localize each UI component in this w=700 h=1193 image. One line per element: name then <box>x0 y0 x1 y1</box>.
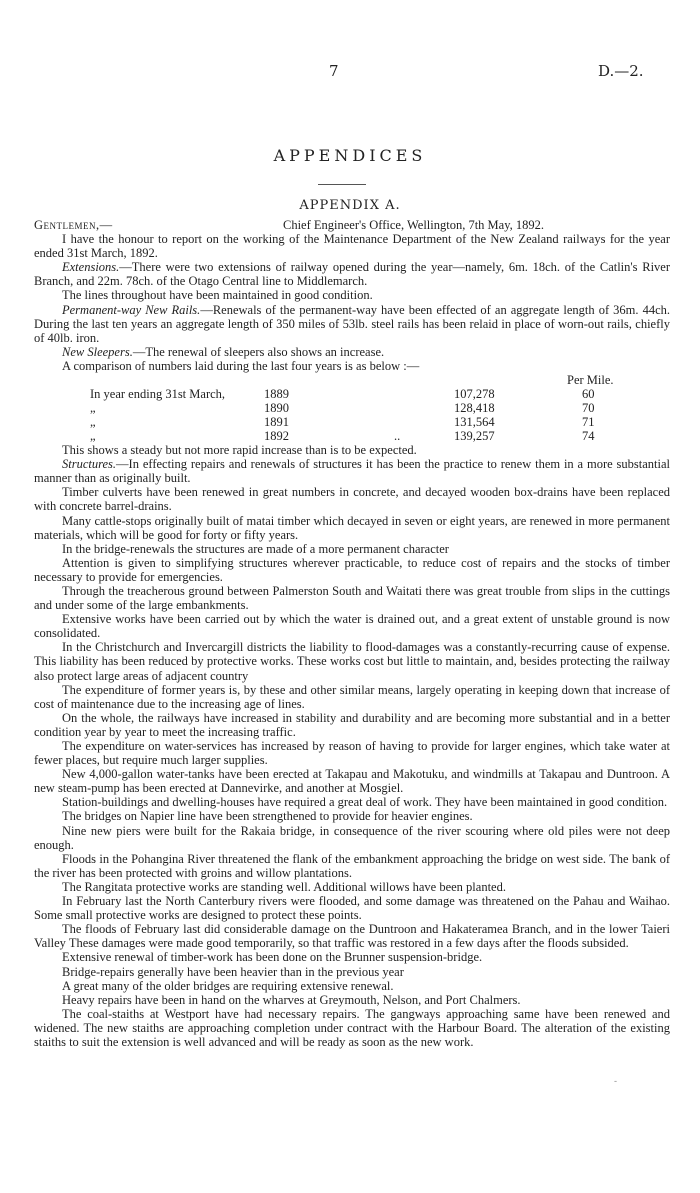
paragraph-text: Heavy repairs have been in hand on the wharves at Greymouth, Nelson, and Port Chalmers. <box>62 992 521 1007</box>
paragraph <box>34 359 670 373</box>
paragraph-text: —The renewal of sleepers also shows an increase. <box>132 344 385 359</box>
paragraph-heading: Extensions. <box>62 260 120 275</box>
paragraph-group-b <box>34 443 670 1049</box>
paragraph <box>34 345 670 359</box>
paragraph <box>34 965 670 979</box>
row-count: 139,257 <box>454 429 495 444</box>
document-id: D.—2. <box>598 62 644 80</box>
paragraph <box>34 922 670 950</box>
table-row <box>34 429 670 443</box>
paragraph <box>34 457 670 485</box>
dateline: Chief Engineer's Office, Wellington, 7th May, 1892. <box>283 218 545 232</box>
paragraph <box>34 612 670 640</box>
paragraph-text: The lines throughout have been maintained in good condition. <box>62 288 373 303</box>
row-year: 1891 <box>264 415 289 430</box>
page-title: APPENDICES <box>273 146 427 165</box>
paragraph <box>34 824 670 852</box>
paragraph-text: This shows a steady but not more rapid increase than is to be expected. <box>62 443 417 458</box>
row-per-mile: 74 <box>582 429 595 444</box>
paragraph <box>34 556 670 584</box>
paragraph-text: Extensive renewal of timber-work has been done on the Brunner suspension-bridge. <box>62 950 483 965</box>
paragraph-group-a <box>34 232 670 373</box>
paragraph-text: Bridge-repairs generally have been heavier than in the previous year <box>62 964 404 979</box>
salutation: Gentlemen,— <box>34 218 113 232</box>
paragraph-text: —Renewals of the permanent-way have been effected of an aggregate length of 36m. 44ch. During the last ten years an aggregate length of 350 miles of 53lb. steel rails has been relaid in place of worn-out rails, chiefly of 40lb. iron. <box>34 302 670 345</box>
paragraph-heading: New Sleepers. <box>62 344 133 359</box>
paragraph-text: The expenditure of former years is, by these and other similar means, largely operating in keeping down that increase of cost of maintenance due to the increasing age of lines. <box>34 682 670 711</box>
paragraph <box>34 1007 670 1049</box>
paragraph <box>34 303 670 345</box>
paragraph <box>34 260 670 288</box>
row-count: 107,278 <box>454 387 495 402</box>
paragraph-text: The coal-staiths at Westport have had necessary repairs. The gangways approaching same have been renewed and widened. The new staiths are approaching completion under contract with the Harbour Board. The alteration of the existing staiths to suit the extension is well advanced and will be ready as soon as the new work. <box>34 1006 670 1049</box>
title-divider <box>318 184 366 185</box>
paragraph-text: The Rangitata protective works are standing well. Additional willows have been planted. <box>62 879 506 894</box>
letter-header <box>34 218 670 232</box>
paragraph-text: In the bridge-renewals the structures are made of a more permanent character <box>62 541 449 556</box>
paragraph-text: Timber culverts have been renewed in great numbers in concrete, and decayed wooden box-drains have been replaced with concrete barrel-drains. <box>34 485 670 514</box>
paragraph-text: The floods of February last did considerable damage on the Duntroon and Hakateramea Branch, and in the lower Taieri Valley These damages were made good temporarily, so that traffic was restored in a few days after the floods subsided. <box>34 922 670 951</box>
table-row <box>34 401 670 415</box>
paragraph-text: The bridges on Napier line have been strengthened to provide for heavier engines. <box>62 809 473 824</box>
paragraph-text: Attention is given to simplifying structures wherever practicable, to reduce cost of repairs and the stocks of timber necessary to provide for emergencies. <box>34 555 670 584</box>
paragraph-text: A great many of the older bridges are requiring extensive renewal. <box>62 978 394 993</box>
paragraph-heading: Permanent-way New Rails. <box>62 302 201 317</box>
paragraph <box>34 443 670 457</box>
paragraph-text: Through the treacherous ground between Palmerston South and Waitati there was great trouble from slips in the cuttings and under some of the large embankments. <box>34 583 670 613</box>
paragraph <box>34 979 670 993</box>
page-number: 7 <box>329 62 339 80</box>
paragraph-text: Extensive works have been carried out by which the water is drained out, and a great extent of unstable ground is now consolidated. <box>34 612 670 641</box>
table-row <box>34 415 670 429</box>
paragraph <box>34 894 670 922</box>
paragraph <box>34 739 670 767</box>
paragraph-text: Station-buildings and dwelling-houses have required a great deal of work. They have been maintained in good condition. <box>62 795 668 810</box>
paragraph-text: New 4,000-gallon water-tanks have been erected at Takapau and Makotuku, and windmills at Takapau and Duntroon. A new steam-pump has been erected at Dannevirke, and another at Mosgiel. <box>34 767 670 796</box>
paragraph <box>34 640 670 682</box>
paragraph <box>34 993 670 1007</box>
paragraph-text: In the Christchurch and Invercargill districts the liability to flood-damages was a constantly-recurring cause of expense. This liability has been reduced by protective works. These works cost but little to maintain, and, besides protecting the railway also protect large areas of adjacent country <box>34 640 670 683</box>
paragraph <box>34 767 670 795</box>
table-header-per-mile: Per Mile. <box>567 373 614 388</box>
paragraph <box>34 711 670 739</box>
row-per-mile: 71 <box>582 415 595 430</box>
margin-mark: - <box>614 1077 618 1087</box>
paragraph-text: The expenditure on water-services has increased by reason of having to provide for larger engines, which take water at fewer places, but require much larger supplies. <box>34 739 670 768</box>
row-count: 131,564 <box>454 415 495 430</box>
paragraph <box>34 795 670 809</box>
paragraph-text: Floods in the Pohangina River threatened the flank of the embankment approaching the bridge on west side. The bank of the river has been protected with groins and willow plantations. <box>34 851 670 880</box>
row-count: 128,418 <box>454 401 495 416</box>
paragraph <box>34 542 670 556</box>
paragraph <box>34 232 670 260</box>
paragraph <box>34 809 670 823</box>
paragraph <box>34 514 670 542</box>
paragraph <box>34 485 670 513</box>
sleeper-table <box>34 373 670 443</box>
appendix-heading: APPENDIX A. <box>299 198 401 213</box>
paragraph-heading: Structures. <box>62 457 117 472</box>
paragraph-text: —In effecting repairs and renewals of structures it has been the practice to renew them in a more substantial manner than as originally built. <box>34 457 670 486</box>
row-per-mile: 70 <box>582 401 595 416</box>
paragraph-text: Many cattle-stops originally built of matai timber which decayed in seven or eight years, are renewed in more permanent materials, which will be good for forty or fifty years. <box>34 513 670 542</box>
row-year: 1890 <box>264 401 289 416</box>
paragraph-text: Nine new piers were built for the Rakaia bridge, in consequence of the river scouring where old piles were not deep enough. <box>34 823 670 852</box>
document-body <box>34 218 670 1049</box>
row-label: In year ending 31st March, <box>90 387 226 402</box>
paragraph-text: I have the honour to report on the working of the Maintenance Department of the New Zealand railways for the year ended 31st March, 1892. <box>34 232 670 261</box>
paragraph <box>34 584 670 612</box>
paragraph-text: —There were two extensions of railway opened during the year—namely, 6m. 18ch. of the Catlin's River Branch, and 22m. 78ch. of the Otago Central line to Middlemarch. <box>34 260 670 289</box>
row-dots: .. <box>394 429 401 444</box>
row-label: „ <box>90 415 96 430</box>
paragraph <box>34 950 670 964</box>
row-per-mile: 60 <box>582 387 595 402</box>
row-label: „ <box>90 429 96 444</box>
row-label: „ <box>90 401 96 416</box>
paragraph-text: In February last the North Canterbury rivers were flooded, and some damage was threatened on the Pahau and Waihao. Some small protective works are designed to protect these points. <box>34 894 670 923</box>
paragraph <box>34 880 670 894</box>
paragraph <box>34 683 670 711</box>
paragraph <box>34 288 670 302</box>
table-row <box>34 387 670 401</box>
row-year: 1892 <box>264 429 289 444</box>
paragraph <box>34 852 670 880</box>
row-year: 1889 <box>264 387 289 402</box>
paragraph-text: On the whole, the railways have increased in stability and durability and are becoming more substantial and in a better condition year by year to meet the increasing traffic. <box>34 710 670 739</box>
paragraph-text: A comparison of numbers laid during the last four years is as below :— <box>62 358 420 373</box>
